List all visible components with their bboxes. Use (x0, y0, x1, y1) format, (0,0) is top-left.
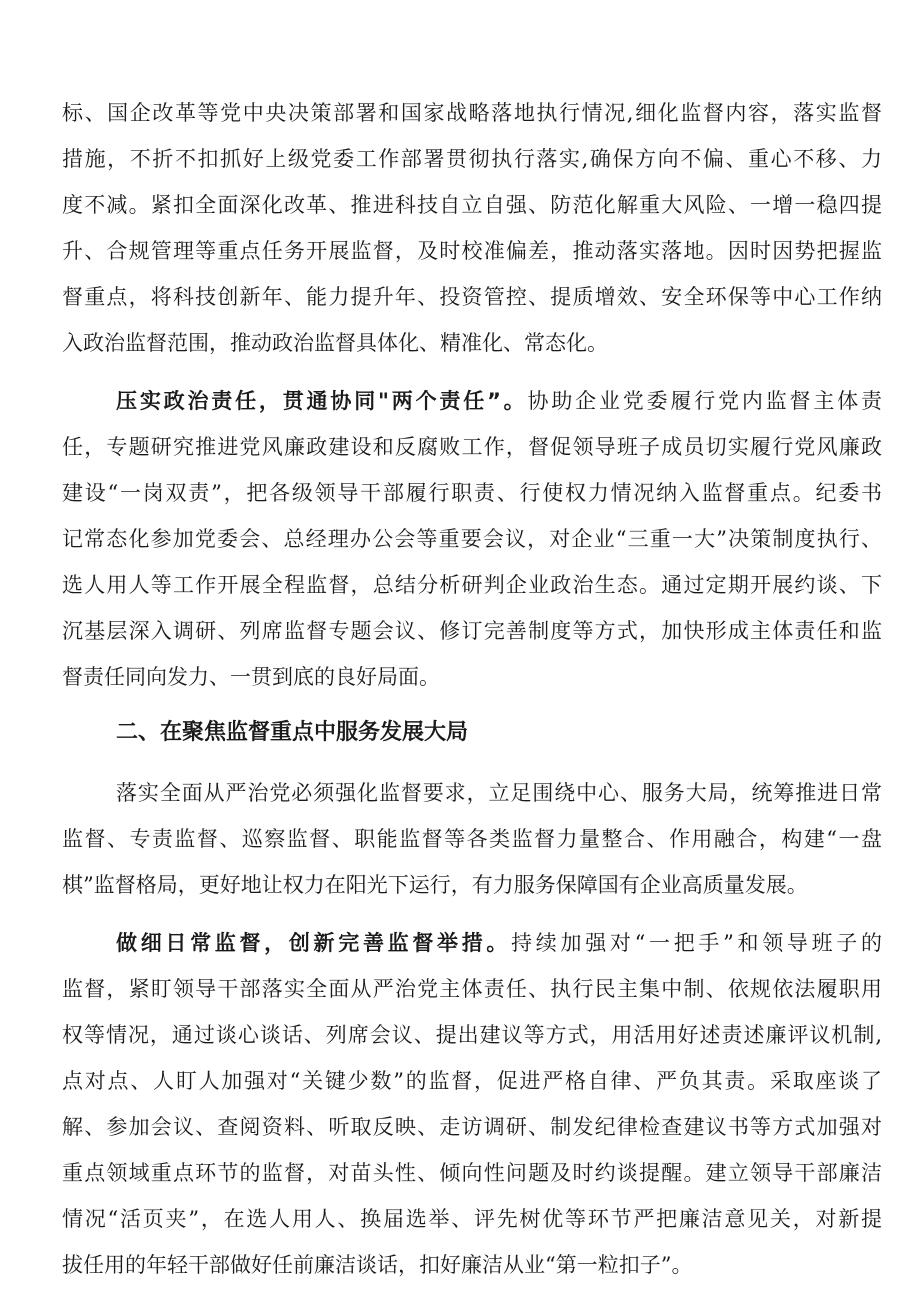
paragraph-lead-bold: 做细日常监督，创新完善监督举措。 (116, 931, 512, 955)
text-line: 沉基层深入调研、列席监督专题会议、修订完善制度等方式，加快形成主体责任和监 (62, 619, 882, 643)
text-line: 记常态化参加党委会、总经理办公会等重要会议，对企业“三重一大”决策制度执行、 (62, 527, 882, 551)
text-line: 重点领域重点环节的监督，对苗头性、倾向性问题及时约谈提醒。建立领导干部廉洁 (62, 1161, 882, 1185)
text-line: 任，专题研究推进党风廉政建设和反腐败工作，督促领导班子成员切实履行党风廉政 (62, 435, 882, 459)
text-line: 入政治监督范围，推动政治监督具体化、精准化、常态化。 (62, 331, 608, 355)
text-line: 选人用人等工作开展全程监督，总结分析研判企业政治生态。通过定期开展约谈、下 (62, 573, 882, 597)
text-line-first (116, 923, 882, 963)
paragraph-first-text: 协助企业党委履行党内监督主体责 (527, 389, 882, 413)
paragraph-lead-bold: 压实政治责任，贯通协同"两个责任”。 (116, 389, 528, 413)
text-line: 建设“一岗双责”，把各级领导干部履行职责、行使权力情况纳入监督重点。纪委书 (62, 481, 882, 505)
text-line: 权等情况，通过谈心谈话、列席会议、提出建议等方式，用活用好述责述廉评议机制, (62, 1023, 882, 1047)
text-line: 棋”监督格局，更好地让权力在阳光下运行，有力服务保障国有企业高质量发展。 (62, 873, 808, 897)
text-line: 监督、专责监督、巡察监督、职能监督等各类监督力量整合、作用融合，构建“一盘 (62, 827, 882, 851)
text-line: 升、合规管理等重点任务开展监督，及时校准偏差，推动落实落地。因时因势把握监 (62, 239, 882, 263)
text-line: 拔任用的年轻干部做好任前廉洁谈话，扣好廉洁从业“第一粒扣子”。 (62, 1253, 693, 1277)
text-line: 督重点，将科技创新年、能力提升年、投资管控、提质增效、安全环保等中心工作纳 (62, 285, 882, 309)
text-line-first (116, 381, 882, 421)
text-line-first: 落实全面从严治党必须强化监督要求，立足围绕中心、服务大局，统筹推进日常 (116, 781, 882, 805)
text-line: 标、国企改革等党中央决策部署和国家战略落地执行情况,细化监督内容，落实监督 (62, 101, 882, 125)
text-line: 监督，紧盯领导干部落实全面从严治党主体责任、执行民主集中制、依规依法履职用 (62, 977, 882, 1001)
section-heading: 二、在聚焦监督重点中服务发展大局 (116, 720, 469, 745)
text-line: 措施，不折不扣抓好上级党委工作部署贯彻执行落实,确保方向不偏、重心不移、力 (62, 147, 882, 171)
text-line: 督责任同向发力、一贯到底的良好局面。 (62, 665, 440, 689)
paragraph-first-text: 持续加强对“一把手”和领导班子的 (511, 931, 882, 955)
text-line: 情况“活页夹”，在选人用人、换届选举、评先树优等环节严把廉洁意见关，对新提 (62, 1207, 882, 1231)
text-line: 点对点、人盯人加强对“关键少数”的监督，促进严格自律、严负其责。采取座谈了 (62, 1069, 882, 1093)
text-line: 度不减。紧扣全面深化改革、推进科技自立自强、防范化解重大风险、一增一稳四提 (62, 193, 882, 217)
text-line: 解、参加会议、查阅资料、听取反映、走访调研、制发纪律检查建议书等方式加强对 (62, 1115, 882, 1139)
